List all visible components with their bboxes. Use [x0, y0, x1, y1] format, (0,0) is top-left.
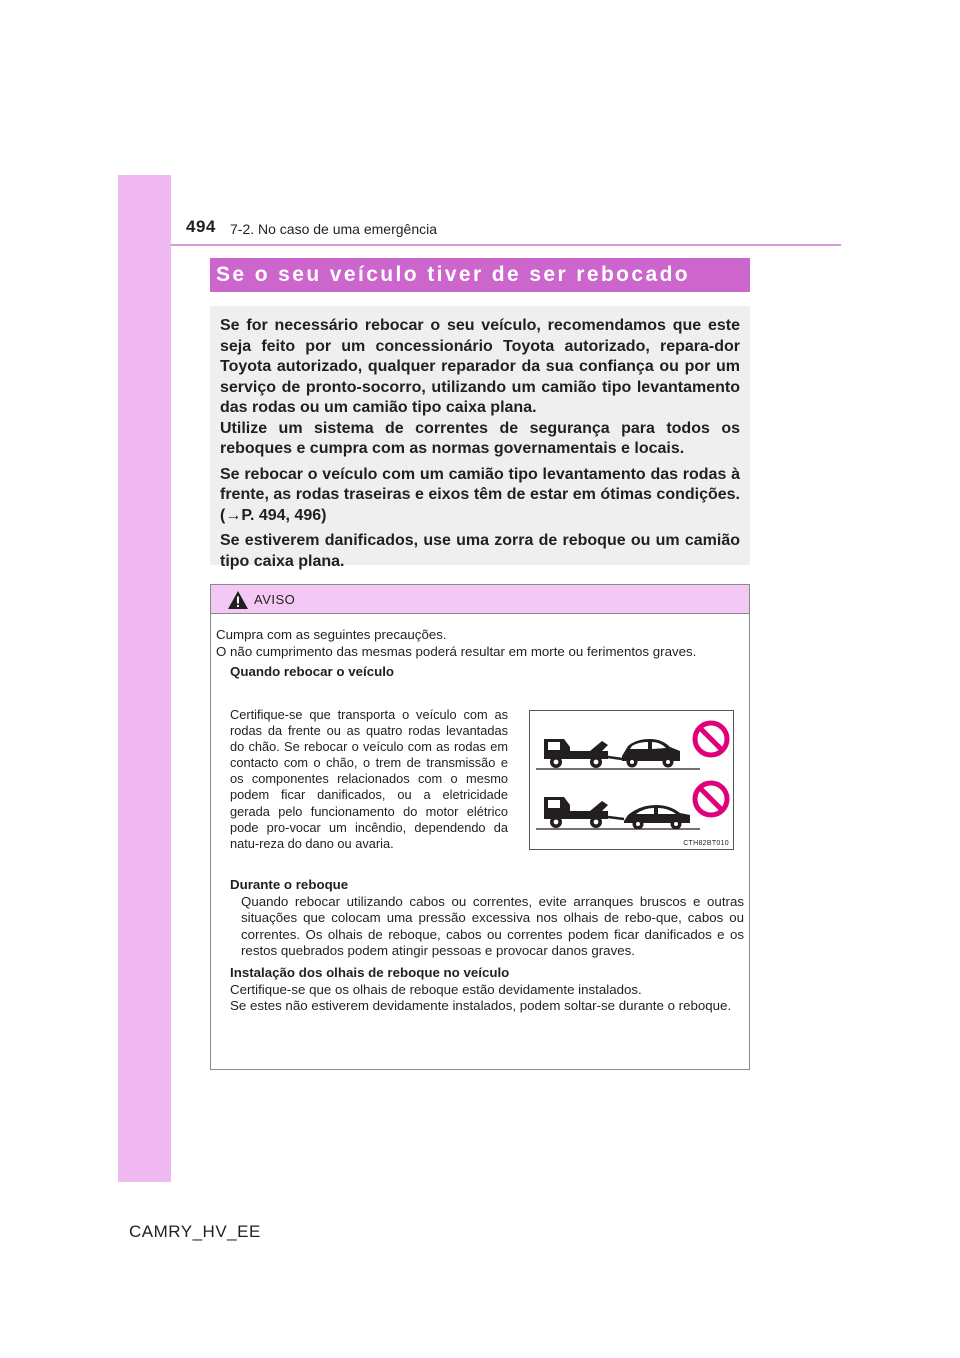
intro-paragraph-2 — [220, 465, 740, 527]
tow-truck-bottom — [536, 797, 700, 830]
intro-box — [210, 306, 750, 570]
warning-box — [210, 584, 750, 1070]
section-title: Se o seu veículo tiver de ser rebocado — [210, 258, 750, 292]
header-divider — [171, 244, 841, 246]
tow-truck-top — [536, 739, 700, 769]
intro-text-1: Se for necessário rebocar o seu veículo, recomendamos que este seja feito por um concessionário Toyota autorizado, repara-dor Toyota autorizado, qualquer reparador da sua confiança ou por um serviço de pronto-socorro, utilizando um camião tipo levantamento das rodas ou um camião tipo caixa plana. — [220, 317, 740, 416]
towing-illustration — [529, 710, 734, 850]
page-reference-link[interactable]: →P. 494, 496) — [225, 506, 327, 524]
intro-paragraph-3: Se estiverem danificados, use uma zorra de reboque ou um camião tipo caixa plana. — [220, 532, 740, 570]
intro-text-2: Utilize um sistema de correntes de segurança para todos os reboques e cumpra com as normas governamentais e locais. — [220, 419, 740, 457]
warning-body — [216, 627, 744, 681]
prohibited-sign-icon — [695, 783, 727, 815]
warning-label: AVISO — [254, 592, 296, 607]
warning-intro-2: O não cumprimento das mesmas poderá resultar em morte ou ferimentos graves. — [216, 643, 697, 659]
side-color-band — [118, 175, 171, 1182]
section-towing-eyelet-line-1: Certifique-se que os olhais de reboque estão devidamente instalados. — [230, 981, 642, 997]
section-towing-text: Certifique-se que transporta o veículo com as rodas da frente ou as quatro rodas levantadas do chão. Se rebocar o veículo com as rodas em contacto com o chão, o trem de transmissão e os componentes relacionados com o mesmo podem ficar danificados, ou a eletricidade gerada pelo funcionamento do motor elétrico pode pro-vocar um incêndio, dependendo da natu-reza do dano ou avaria. — [230, 707, 508, 851]
section-towing-title: Quando rebocar o veículo — [230, 664, 395, 680]
warning-triangle-icon — [227, 590, 249, 610]
document-code: CAMRY_HV_EE — [129, 1222, 261, 1241]
warning-body-lower — [216, 877, 744, 1015]
page-number: 494 — [186, 217, 216, 236]
intro-text-3: Se rebocar o veículo com um camião tipo levantamento das rodas à frente, as rodas traseiras e eixos têm de estar em ótimas condições. ( — [220, 465, 740, 524]
figure-code: CTH82BT010 — [683, 840, 729, 847]
intro-paragraph-1 — [220, 316, 740, 460]
section-during-towing-text: Quando rebocar utilizando cabos ou correntes, evite arranques bruscos e outras situações que colocam uma pressão excessiva nos olhais de rebo-que, cabos ou correntes. Os olhais de reboque, cabos ou correntes podem ficar danificados e os restos quebrados podem atingir pessoas e provocar danos graves. — [241, 893, 744, 959]
warning-header — [211, 585, 749, 614]
section-towing-eyelet-title: Instalação dos olhais de reboque no veículo — [230, 964, 510, 980]
tow-truck-illustration — [530, 711, 733, 849]
section-during-towing-title: Durante o reboque — [230, 877, 349, 892]
prohibited-sign-icon — [695, 723, 727, 755]
chapter-title: 7-2. No caso de uma emergência — [230, 221, 437, 237]
section-towing-eyelet-line-2: Se estes não estiverem devidamente instalados, podem soltar-se durante o reboque. — [230, 998, 732, 1014]
warning-intro-1: Cumpra com as seguintes precauções. — [216, 627, 447, 642]
